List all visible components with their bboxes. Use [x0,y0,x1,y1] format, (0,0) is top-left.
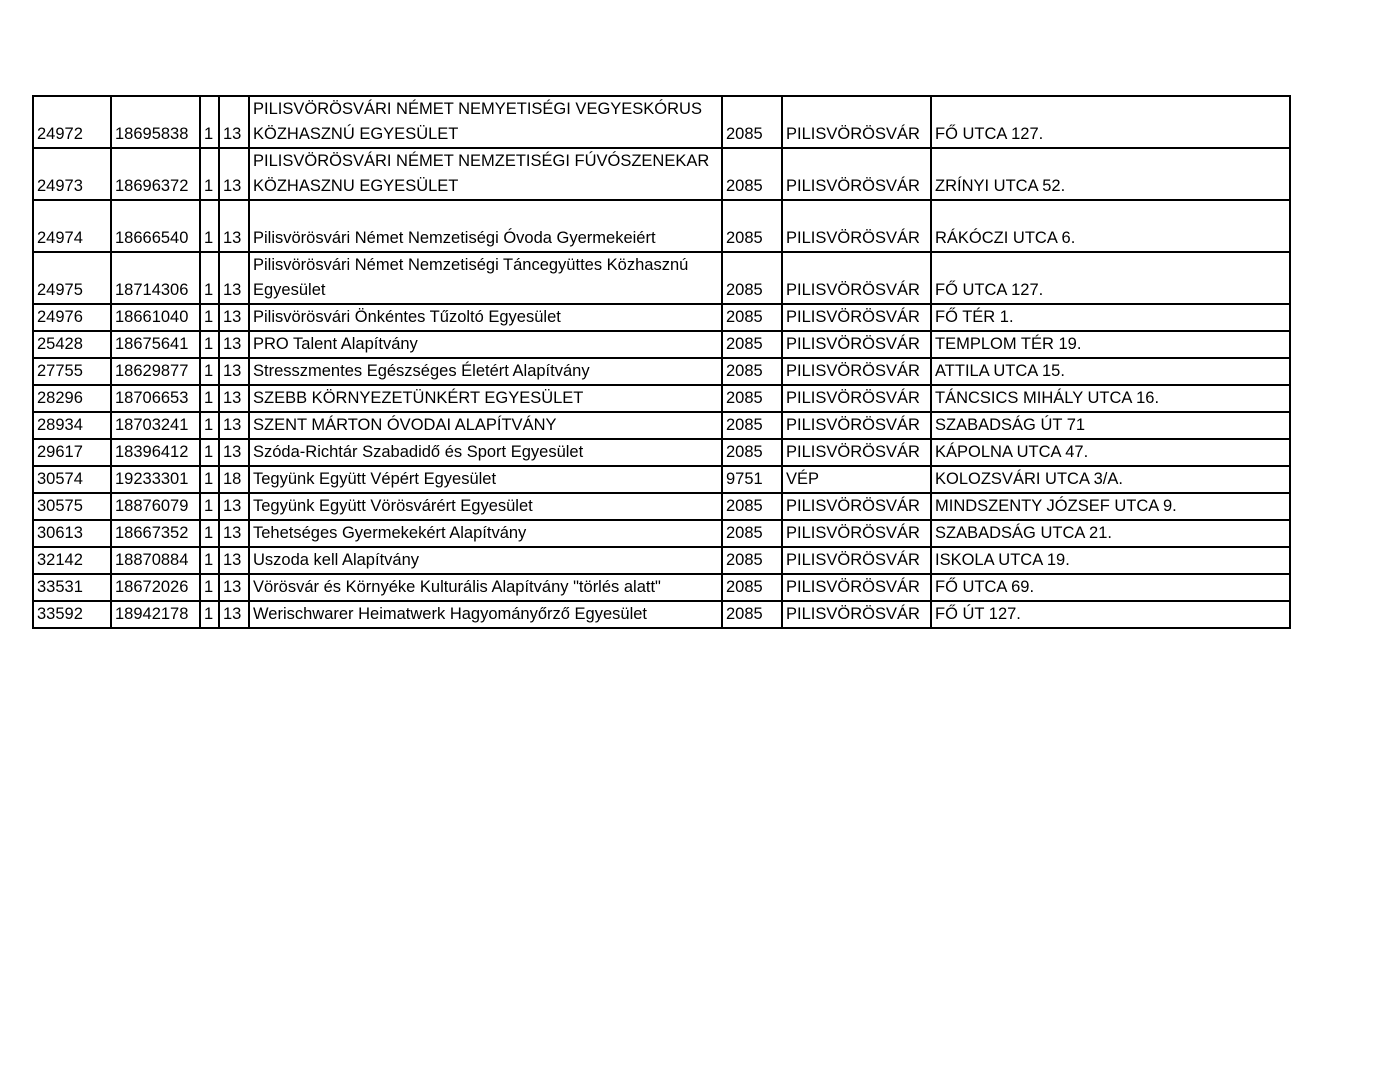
cell-id: 30575 [33,493,111,520]
table-row [33,148,1290,200]
cell-address: FŐ ÚT 127. [931,601,1290,628]
cell-id: 33592 [33,601,111,628]
cell-tax-number: 18870884 [111,547,200,574]
cell-organization-name: Vörösvár és Környéke Kulturális Alapítvány "törlés alatt" [249,574,722,601]
cell-id: 28296 [33,385,111,412]
cell-id: 24974 [33,200,111,252]
cell-code-b: 13 [219,601,249,628]
cell-organization-name: Tegyünk Együtt Vörösvárért Egyesület [249,493,722,520]
table-row [33,200,1290,252]
cell-city: PILISVÖRÖSVÁR [782,358,931,385]
cell-zip: 2085 [722,331,782,358]
cell-city: PILISVÖRÖSVÁR [782,331,931,358]
cell-organization-name: Stresszmentes Egészséges Életért Alapítvány [249,358,722,385]
cell-address: SZABADSÁG ÚT 71 [931,412,1290,439]
cell-address: TEMPLOM TÉR 19. [931,331,1290,358]
cell-address: SZABADSÁG UTCA 21. [931,520,1290,547]
cell-id: 28934 [33,412,111,439]
cell-code-a: 1 [200,439,219,466]
cell-organization-name: Pilisvörösvári Német Nemzetiségi Óvoda Gyermekeiért [249,200,722,252]
cell-code-b: 13 [219,331,249,358]
cell-zip: 2085 [722,547,782,574]
table-row [33,520,1290,547]
cell-tax-number: 18666540 [111,200,200,252]
organization-table-container [32,95,1291,629]
cell-city: VÉP [782,466,931,493]
cell-address: ISKOLA UTCA 19. [931,547,1290,574]
cell-zip: 2085 [722,96,782,148]
cell-organization-name: Szóda-Richtár Szabadidő és Sport Egyesület [249,439,722,466]
cell-zip: 2085 [722,252,782,304]
cell-id: 24973 [33,148,111,200]
cell-code-a: 1 [200,493,219,520]
cell-zip: 2085 [722,358,782,385]
cell-city: PILISVÖRÖSVÁR [782,304,931,331]
cell-organization-name: PILISVÖRÖSVÁRI NÉMET NEMZETISÉGI FÚVÓSZENEKAR KÖZHASZNU EGYESÜLET [249,148,722,200]
cell-organization-name: SZENT MÁRTON ÓVODAI ALAPÍTVÁNY [249,412,722,439]
cell-city: PILISVÖRÖSVÁR [782,412,931,439]
cell-address: FŐ UTCA 69. [931,574,1290,601]
organization-table [32,95,1291,629]
cell-code-a: 1 [200,520,219,547]
cell-code-a: 1 [200,200,219,252]
table-row [33,547,1290,574]
cell-code-b: 13 [219,200,249,252]
table-row [33,574,1290,601]
cell-code-b: 13 [219,96,249,148]
cell-organization-name: Pilisvörösvári Önkéntes Tűzoltó Egyesület [249,304,722,331]
cell-zip: 2085 [722,601,782,628]
cell-city: PILISVÖRÖSVÁR [782,520,931,547]
table-row [33,466,1290,493]
cell-code-b: 13 [219,439,249,466]
cell-address: ZRÍNYI UTCA 52. [931,148,1290,200]
cell-city: PILISVÖRÖSVÁR [782,96,931,148]
cell-organization-name: Werischwarer Heimatwerk Hagyományőrző Egyesület [249,601,722,628]
cell-tax-number: 19233301 [111,466,200,493]
cell-code-a: 1 [200,304,219,331]
cell-address: TÁNCSICS MIHÁLY UTCA 16. [931,385,1290,412]
cell-code-b: 13 [219,520,249,547]
cell-tax-number: 18695838 [111,96,200,148]
cell-code-b: 13 [219,547,249,574]
cell-city: PILISVÖRÖSVÁR [782,439,931,466]
cell-address: MINDSZENTY JÓZSEF UTCA 9. [931,493,1290,520]
cell-address: KOLOZSVÁRI UTCA 3/A. [931,466,1290,493]
table-row [33,358,1290,385]
table-row [33,493,1290,520]
cell-code-b: 13 [219,252,249,304]
cell-zip: 2085 [722,385,782,412]
cell-code-a: 1 [200,358,219,385]
cell-id: 33531 [33,574,111,601]
cell-tax-number: 18876079 [111,493,200,520]
cell-zip: 2085 [722,148,782,200]
cell-tax-number: 18942178 [111,601,200,628]
cell-tax-number: 18629877 [111,358,200,385]
cell-zip: 2085 [722,200,782,252]
table-row [33,601,1290,628]
cell-code-a: 1 [200,574,219,601]
cell-organization-name: Tegyünk Együtt Vépért Egyesület [249,466,722,493]
table-body [33,96,1290,628]
cell-tax-number: 18714306 [111,252,200,304]
cell-tax-number: 18703241 [111,412,200,439]
cell-address: KÁPOLNA UTCA 47. [931,439,1290,466]
cell-id: 30613 [33,520,111,547]
cell-tax-number: 18696372 [111,148,200,200]
cell-organization-name: Pilisvörösvári Német Nemzetiségi Táncegyüttes Közhasznú Egyesület [249,252,722,304]
cell-code-b: 13 [219,574,249,601]
cell-id: 32142 [33,547,111,574]
cell-code-b: 18 [219,466,249,493]
cell-id: 24972 [33,96,111,148]
cell-address: FŐ UTCA 127. [931,252,1290,304]
cell-zip: 2085 [722,493,782,520]
cell-tax-number: 18675641 [111,331,200,358]
cell-id: 27755 [33,358,111,385]
cell-zip: 9751 [722,466,782,493]
cell-city: PILISVÖRÖSVÁR [782,574,931,601]
cell-organization-name: Uszoda kell Alapítvány [249,547,722,574]
cell-id: 24976 [33,304,111,331]
cell-code-a: 1 [200,96,219,148]
cell-code-a: 1 [200,252,219,304]
cell-city: PILISVÖRÖSVÁR [782,493,931,520]
cell-tax-number: 18706653 [111,385,200,412]
table-row [33,439,1290,466]
table-row [33,412,1290,439]
cell-code-b: 13 [219,148,249,200]
cell-address: FŐ TÉR 1. [931,304,1290,331]
cell-tax-number: 18396412 [111,439,200,466]
cell-city: PILISVÖRÖSVÁR [782,547,931,574]
cell-tax-number: 18661040 [111,304,200,331]
cell-address: ATTILA UTCA 15. [931,358,1290,385]
cell-code-b: 13 [219,412,249,439]
cell-organization-name: Tehetséges Gyermekekért Alapítvány [249,520,722,547]
cell-code-a: 1 [200,547,219,574]
cell-id: 24975 [33,252,111,304]
cell-address: FŐ UTCA 127. [931,96,1290,148]
table-row [33,304,1290,331]
cell-address: RÁKÓCZI UTCA 6. [931,200,1290,252]
cell-zip: 2085 [722,574,782,601]
cell-tax-number: 18667352 [111,520,200,547]
cell-organization-name: PRO Talent Alapítvány [249,331,722,358]
cell-code-a: 1 [200,601,219,628]
cell-zip: 2085 [722,412,782,439]
table-row [33,331,1290,358]
cell-city: PILISVÖRÖSVÁR [782,200,931,252]
cell-id: 30574 [33,466,111,493]
cell-organization-name: PILISVÖRÖSVÁRI NÉMET NEMYETISÉGI VEGYESKÓRUS KÖZHASZNÚ EGYESÜLET [249,96,722,148]
table-row [33,96,1290,148]
cell-code-a: 1 [200,331,219,358]
cell-zip: 2085 [722,439,782,466]
cell-zip: 2085 [722,520,782,547]
table-row [33,385,1290,412]
cell-city: PILISVÖRÖSVÁR [782,148,931,200]
cell-code-b: 13 [219,358,249,385]
cell-zip: 2085 [722,304,782,331]
cell-city: PILISVÖRÖSVÁR [782,385,931,412]
table-row [33,252,1290,304]
cell-code-b: 13 [219,304,249,331]
cell-id: 25428 [33,331,111,358]
cell-code-b: 13 [219,385,249,412]
cell-code-a: 1 [200,466,219,493]
cell-tax-number: 18672026 [111,574,200,601]
cell-code-a: 1 [200,148,219,200]
cell-code-a: 1 [200,412,219,439]
cell-id: 29617 [33,439,111,466]
cell-city: PILISVÖRÖSVÁR [782,601,931,628]
cell-city: PILISVÖRÖSVÁR [782,252,931,304]
cell-code-a: 1 [200,385,219,412]
cell-organization-name: SZEBB KÖRNYEZETÜNKÉRT EGYESÜLET [249,385,722,412]
cell-code-b: 13 [219,493,249,520]
